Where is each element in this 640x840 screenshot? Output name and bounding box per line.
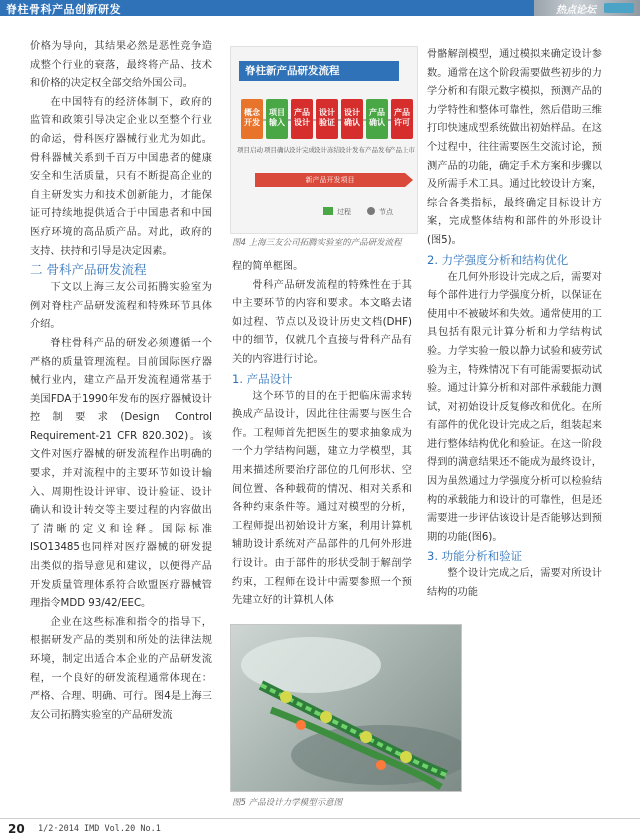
paragraph: 在中国特有的经济体制下，政府的监管和政策引导决定企业以至整个行业的命运，骨科医疗器械行业尤为如此。骨科器械关系到千百万中国患者的健康安全和生活质量，只有不断提高企业的自主研发实力和技术创新能力，才能保证可持续地提供适合于中国患者和中国医疗环境的高品质产品。对此，政府的支持、扶持和引导是决定因素。: [30, 96, 212, 257]
figure-4-caption: 图4 上海三友公司拓腾实验室的产品研发流程: [232, 238, 402, 248]
section-badge: [534, 0, 640, 16]
stage-concept: 概念开发: [241, 99, 263, 139]
stage-product-validate: 产品确认: [366, 99, 388, 139]
text-column-middle: [232, 258, 412, 611]
paragraph: 骨科产品研发流程的特殊性在于其中主要环节的内容和要求。本文略去诸如过程、节点以及设计历史文档(DHF)中的细节，仅就几个直接与骨科产品有关的内容进行讨论。: [232, 279, 412, 365]
subsection-title: 1. 产品设计: [232, 371, 293, 386]
header-title: 脊柱骨科产品创新研发: [6, 3, 121, 16]
figure-5-spine-model-image: [230, 624, 462, 792]
stage-product-license: 产品许可: [391, 99, 413, 139]
milestone-label: 设计完成: [289, 146, 315, 154]
milestone-label: 产品发布: [365, 146, 391, 154]
text-column-right: [427, 46, 602, 603]
legend-node-swatch: [367, 207, 375, 215]
section-title: 二 骨科产品研发流程: [30, 262, 147, 278]
milestone-label: 项目确认: [264, 146, 290, 154]
stage-product-design: 产品设计: [291, 99, 313, 139]
paragraph: 程的简单框图。: [232, 261, 304, 272]
subsection-title: 3. 功能分析和验证: [427, 549, 523, 564]
paragraph: 企业在这些标准和指令的指导下，根据研发产品的类别和所处的法律法规环境，制定出适合本企业的产品研发流程，一个良好的研发流程通常体现在：严格、合理、明确、可行。图4是上海三友公司拓腾实验室的产品研发流: [30, 616, 212, 721]
paragraph: 下文以上海三友公司拓腾实验室为例对脊柱产品研发流程和特殊环节具体介绍。: [30, 282, 212, 331]
section-badge-label: 热点论坛: [556, 5, 596, 16]
legend-node-label: 节点: [379, 208, 393, 216]
page-number: 20: [8, 822, 25, 836]
figure-title: 脊柱新产品研发流程: [239, 61, 399, 81]
paragraph: 在几何外形设计完成之后，需要对每个部件进行力学强度分析，以保证在使用中不被破坏和失效。通常使用的工具包括有限元计算分析和力学结构试验。力学实验一般以静力试验和疲劳试验为主，特殊情况下有可能需要振动试验。通过计算分析和对部件承载能力测试，对初始设计反复修改和优化。在所有部件的优化设计完成之后，组装起来进行整体结构优化和验证。在这一阶段得到的满意结果还不能成为最终设计，因为虽然通过力学强度分析可以检验结构的承载能力和设计的可靠性，但是还需要进一步评估该设计是否能够达到预期的功能(图6)。: [427, 271, 602, 543]
spine-model-illustration: [231, 625, 462, 792]
milestone-label: 设计冻结: [314, 146, 340, 154]
figure-5-caption: 图5 产品设计力学模型示意图: [232, 798, 343, 808]
paragraph: 骨骼解剖模型，通过模拟来确定设计参数。通常在这个阶段需要做些初步的力学分析和有限元数字模拟，预测产品的力学特性和整体可靠性，然后借助三维打印快速成型系统做出初始样品。在这个过程中，往往需要医生交流讨论，预测产品的功能，确定手术方案和步骤以及所需手术工具。通过比较设计方案，综合各类指标，最终确定目标设计方案，完成整体结构和部件的外形设计(图5)。: [427, 49, 602, 246]
stage-project-input: 项目输入: [266, 99, 288, 139]
milestone-label: 设计发布: [339, 146, 365, 154]
milestone-label: 产品上市: [389, 146, 415, 154]
subsection-title: 2. 力学强度分析和结构优化: [427, 252, 569, 267]
legend-process-swatch: [323, 207, 333, 215]
milestone-label: 项目启动: [237, 146, 263, 154]
paragraph: 脊柱骨科产品的研发必须遵循一个严格的质量管理流程。目前国际医疗器械行业内，建立产品开发流程通常基于美国FDA于1990年发布的医疗器械设计控制要求(Design Control Requirement-21 CFR 820.302)。该文件对医疗器械的研发流程作出明确的要求，并对流程中的主要环节如设计输入、周期性设计评审、设计验证、设计确认和设计转交等主要过程的内容做出了清晰的定义和诠释。国际标准ISO13485也同样对医疗器械的研发提出类似的指导意见和建议，以便得产品开发质量管理体系符合欧盟医疗器械管理指令MDD 93/42/EEC。: [30, 337, 212, 610]
project-arrow-bar: 新产品开发项目: [255, 173, 405, 187]
paragraph: 整个设计完成之后，需要对所设计结构的功能: [427, 568, 602, 599]
text-column-left: [30, 38, 212, 725]
stage-design-validate: 设计确认: [341, 99, 363, 139]
stage-design-verify: 设计验证: [316, 99, 338, 139]
issue-info: 1/2·2014 IMD Vol.20 No.1: [38, 824, 161, 834]
paragraph: 这个环节的目的在于把临床需求转换成产品设计，因此往往需要与医生合作。工程师首先把医生的要求抽象成为一个力学结构问题，建立力学模型，其用来描述所要治疗部位的几何形状、空间位置、各种载荷的情况、相对关系和各种约束条件等。通过对模型的分析，工程师提出初始设计方案，利用计算机辅助设计系统对产品部件的几何外形进行设计。由于部件的形状受制于解剖学约束，工程师在设计中需要参照一个预先建立好的计算机人体: [232, 390, 412, 607]
page-header: [0, 0, 640, 16]
legend-process-label: 过程: [337, 208, 351, 216]
paragraph: 价格为导向，其结果必然是恶性竞争造成整个行业的衰落，最终将产品、技术和价格的决定权全部交给外国公司。: [30, 41, 212, 90]
page-footer: [0, 818, 640, 840]
badge-icon: [604, 3, 634, 13]
figure-4-flowchart: [230, 46, 418, 234]
